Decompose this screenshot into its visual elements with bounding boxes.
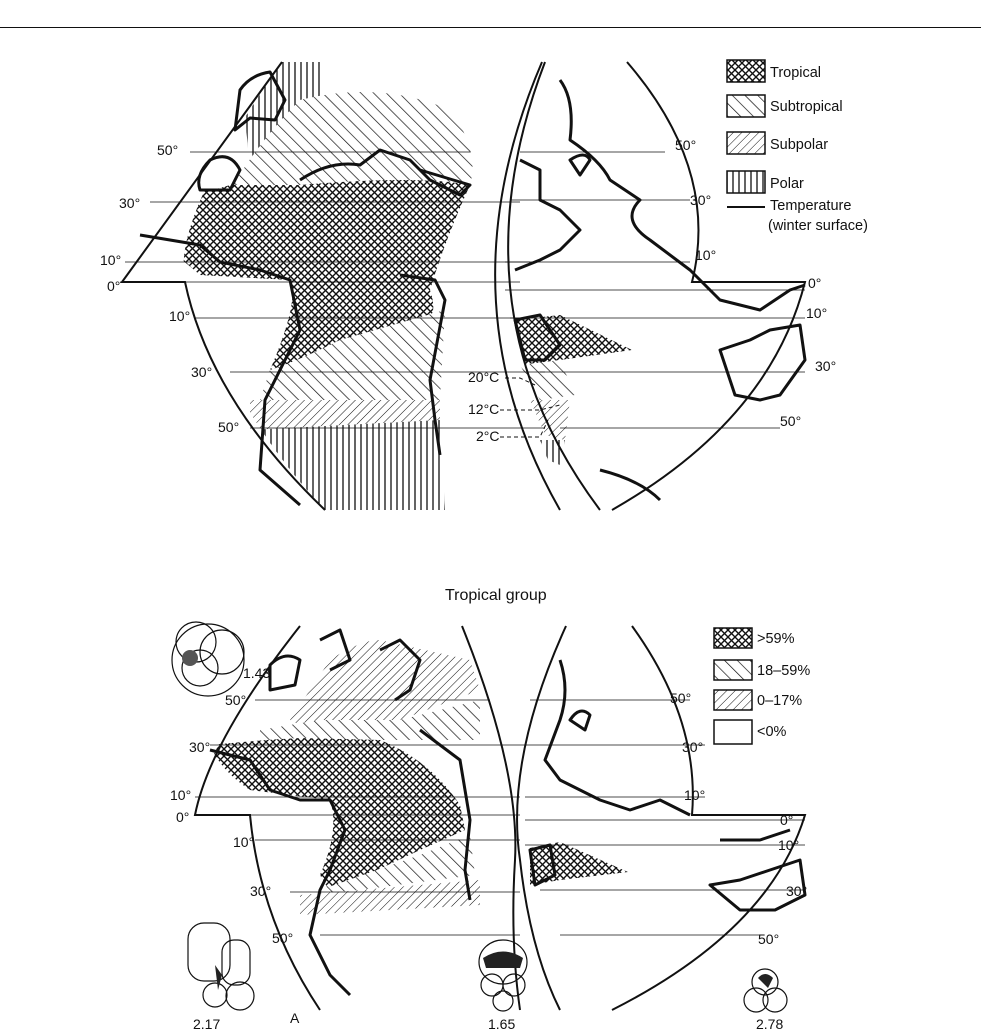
legend-swatch-gt59	[714, 628, 752, 648]
lat-label: 30°	[250, 883, 272, 899]
legend-label: Temperature	[770, 198, 852, 214]
bottom-right-lobe-outline	[612, 626, 808, 1010]
legend-label: 18–59%	[757, 663, 811, 679]
lat-label: 30°	[191, 364, 213, 380]
lat-label: 50°	[225, 692, 247, 708]
legend-swatch-polar	[727, 171, 765, 193]
bottom-legend	[714, 628, 810, 744]
top-map	[100, 60, 868, 510]
legend-swatch-subpolar	[727, 132, 765, 154]
specimen-label: 2.78	[756, 1016, 784, 1032]
legend-label: <0%	[757, 724, 787, 740]
lat-label: 50°	[272, 930, 294, 946]
legend-label: Tropical	[770, 65, 822, 81]
isotherm-2c-label: 2°C	[476, 428, 500, 444]
top-coastlines	[140, 72, 805, 505]
isotherm-12c-label: 12°C	[468, 401, 500, 417]
legend-label: >59%	[757, 631, 795, 647]
specimen-label: 2.17	[193, 1016, 221, 1032]
lat-label: 0°	[780, 812, 794, 828]
top-lat-labels-left	[100, 142, 239, 435]
lat-label: 10°	[169, 308, 191, 324]
bottom-map-title: Tropical group	[445, 587, 547, 604]
specimen-label: 1.43	[243, 665, 271, 681]
lat-label: 30°	[690, 192, 712, 208]
legend-label: Polar	[770, 176, 804, 192]
lat-label: 0°	[808, 275, 822, 291]
bottom-left-lobe-outline	[195, 626, 320, 1010]
legend-swatch-subtropical	[727, 95, 765, 117]
legend-label: Subpolar	[770, 137, 829, 153]
top-legend	[727, 60, 868, 234]
specimen-3-drawing	[479, 940, 527, 1011]
lat-label: 50°	[780, 413, 802, 429]
legend-label: Subtropical	[770, 99, 843, 115]
isotherm-20c-label: 20°C	[468, 369, 500, 385]
top-right-lobe-outline	[612, 62, 805, 510]
specimen-1-drawing	[172, 622, 244, 696]
legend-swatch-0-17	[714, 690, 752, 710]
lat-label: 30°	[815, 358, 837, 374]
lat-label: 50°	[218, 419, 240, 435]
lat-label: 50°	[675, 137, 697, 153]
lat-label: 50°	[670, 690, 692, 706]
legend-swatch-18-59	[714, 660, 752, 680]
lat-label: 0°	[107, 278, 121, 294]
lat-label: 30°	[189, 739, 211, 755]
lat-label: 10°	[695, 247, 717, 263]
lat-label: 50°	[157, 142, 179, 158]
specimen-2-drawing	[188, 923, 254, 1010]
panel-letter: A	[290, 1010, 300, 1026]
lat-label: 10°	[684, 787, 706, 803]
bottom-map	[170, 587, 810, 1032]
lat-label: 50°	[758, 931, 780, 947]
lat-label: 10°	[100, 252, 122, 268]
lat-label: 10°	[806, 305, 828, 321]
lat-label: 10°	[778, 837, 800, 853]
legend-label: (winter surface)	[768, 218, 868, 234]
lat-label: 0°	[176, 809, 190, 825]
lat-label: 10°	[170, 787, 192, 803]
legend-label: 0–17%	[757, 693, 803, 709]
lat-label: 10°	[233, 834, 255, 850]
specimen-label: 1.65	[488, 1016, 516, 1032]
lat-label: 30°	[682, 739, 704, 755]
lat-label: 30°	[119, 195, 141, 211]
legend-swatch-lt0	[714, 720, 752, 744]
specimen-4-drawing	[744, 969, 787, 1012]
legend-swatch-tropical	[727, 60, 765, 82]
lat-label: 30°	[786, 883, 808, 899]
